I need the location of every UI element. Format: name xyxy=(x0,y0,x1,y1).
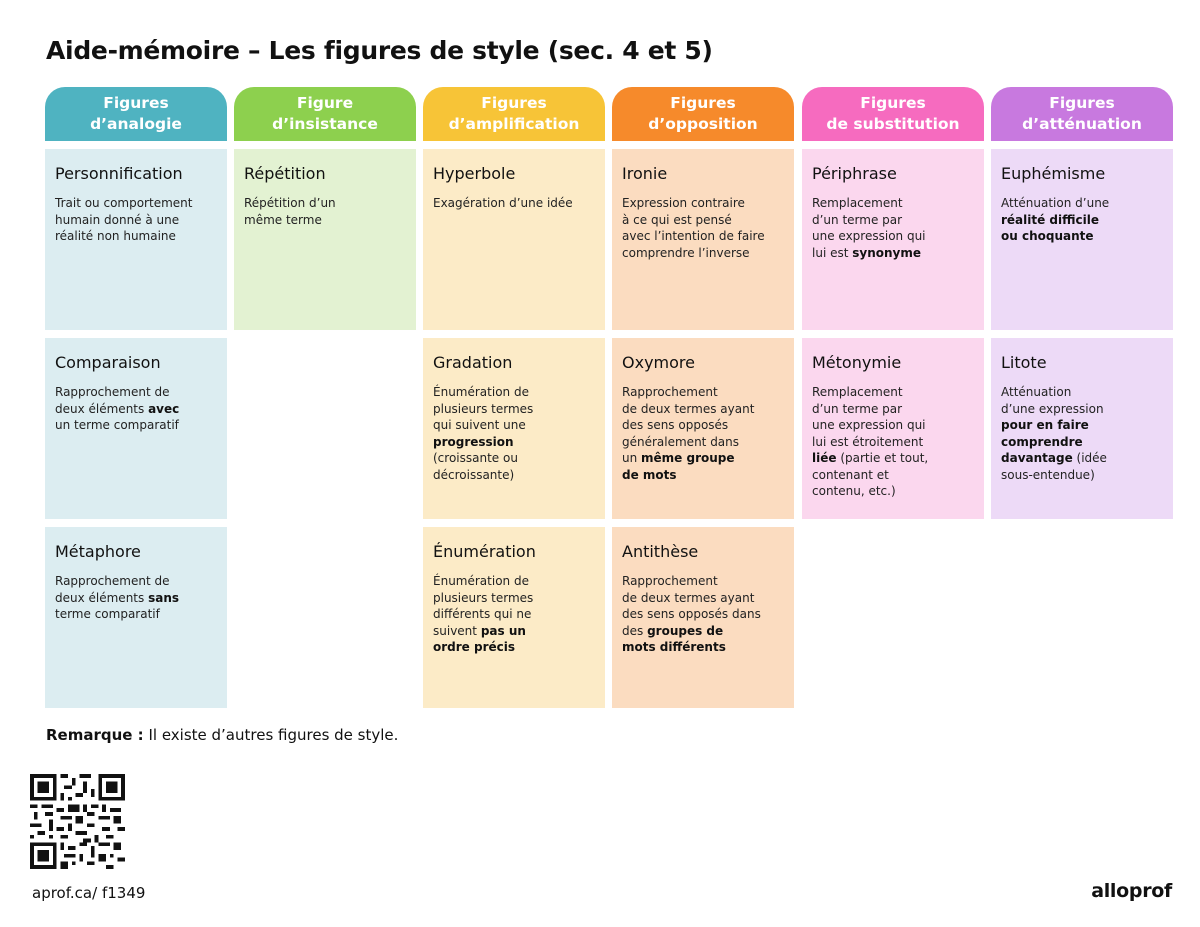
column-opposition xyxy=(612,87,794,654)
page-title: Aide-mémoire – Les figures de style (sec. 4 et 5) xyxy=(46,36,713,65)
figure-description: Expression contraire à ce qui est pensé avec l’intention de faire comprendre l’inverse xyxy=(622,196,765,260)
figure-description: Atténuation d’une réalité difficile ou choquante xyxy=(1001,196,1110,243)
figure-name: Comparaison xyxy=(55,353,161,372)
figure-name: Gradation xyxy=(433,353,513,372)
figure-description: Rapprochement de deux termes ayant des sens opposés généralement dans un même groupe de mots xyxy=(622,385,755,482)
figure-description: Répétition d’un même terme xyxy=(244,196,336,227)
figure-description: Rapprochement de deux éléments avec un terme comparatif xyxy=(55,385,180,432)
header-analogie xyxy=(45,87,227,141)
remark xyxy=(46,726,398,744)
card-comparaison xyxy=(45,338,227,519)
column-analogie xyxy=(45,87,227,621)
short-url-link[interactable]: aprof.ca/ f1349 xyxy=(32,884,146,902)
alloprof-logo: alloprof xyxy=(1091,880,1172,902)
figure-description: Rapprochement de deux termes ayant des sens opposés dans des groupes de mots différents xyxy=(622,574,761,654)
figure-description: Énumération de plusieurs termes différents qui ne suivent pas un ordre précis xyxy=(433,574,534,654)
header-line-1: Figures xyxy=(103,94,169,112)
card-oxymore xyxy=(612,338,794,519)
header-line-1: Figures xyxy=(670,94,736,112)
card-enumeration xyxy=(423,527,605,708)
figure-name: Euphémisme xyxy=(1001,164,1106,183)
header-line-1: Figure xyxy=(296,94,354,112)
header-line-1: Figures xyxy=(860,94,926,112)
figure-name: Répétition xyxy=(244,164,326,183)
header-line-2: de substitution xyxy=(826,115,960,133)
card-metonymie xyxy=(802,338,984,519)
remark-label: Remarque : xyxy=(46,726,144,744)
figure-name: Métonymie xyxy=(812,353,902,372)
column-insistance xyxy=(234,87,416,227)
card-gradation xyxy=(423,338,605,519)
figure-name: Litote xyxy=(1001,353,1047,372)
figure-name: Périphrase xyxy=(812,164,897,183)
figure-description: Trait ou comportement humain donné à une réalité non humaine xyxy=(55,196,193,243)
card-euphemisme xyxy=(991,149,1173,330)
figure-description: Remplacement d’un terme par une expression qui lui est étroitement liée (partie et tout, contenant et contenu, etc.) xyxy=(812,385,929,498)
figure-description: Énumération de plusieurs termes qui suivent une progression (croissante ou décroissante) xyxy=(433,385,534,482)
figure-name: Antithèse xyxy=(622,542,699,561)
card-metaphore xyxy=(45,527,227,708)
header-opposition xyxy=(612,87,794,141)
figure-description: Exagération d’une idée xyxy=(433,196,573,210)
card-personnification xyxy=(45,149,227,330)
qr-code-icon[interactable] xyxy=(30,774,125,869)
figure-description: Remplacement d’un terme par une expression qui lui est synonyme xyxy=(812,196,926,260)
figure-description: Atténuation d’une expression pour en faire comprendre davantage (idée sous-entendue) xyxy=(1001,385,1107,482)
header-line-2: d’insistance xyxy=(272,115,378,133)
header-attenuation xyxy=(991,87,1173,141)
header-line-1: Figures xyxy=(481,94,547,112)
figure-name: Énumération xyxy=(433,542,536,561)
card-hyperbole xyxy=(423,149,605,330)
figure-name: Métaphore xyxy=(55,542,141,561)
header-substitution xyxy=(802,87,984,141)
card-litote xyxy=(991,338,1173,519)
figure-description: Rapprochement de deux éléments sans terme comparatif xyxy=(55,574,180,621)
column-substitution xyxy=(802,87,984,498)
card-periphrase xyxy=(802,149,984,330)
column-amplification xyxy=(423,87,605,654)
header-line-2: d’opposition xyxy=(648,115,758,133)
header-insistance xyxy=(234,87,416,141)
card-ironie xyxy=(612,149,794,330)
header-amplification xyxy=(423,87,605,141)
figure-name: Ironie xyxy=(622,164,668,183)
header-line-2: d’atténuation xyxy=(1022,115,1142,133)
figure-name: Oxymore xyxy=(622,353,695,372)
remark-text: Il existe d’autres figures de style. xyxy=(143,726,399,744)
column-attenuation xyxy=(991,87,1173,482)
figure-name: Personnification xyxy=(55,164,183,183)
card-antithese xyxy=(612,527,794,708)
header-line-2: d’amplification xyxy=(448,115,580,133)
header-line-1: Figures xyxy=(1049,94,1115,112)
header-line-2: d’analogie xyxy=(90,115,182,133)
card-repetition xyxy=(234,149,416,330)
figure-name: Hyperbole xyxy=(433,164,516,183)
